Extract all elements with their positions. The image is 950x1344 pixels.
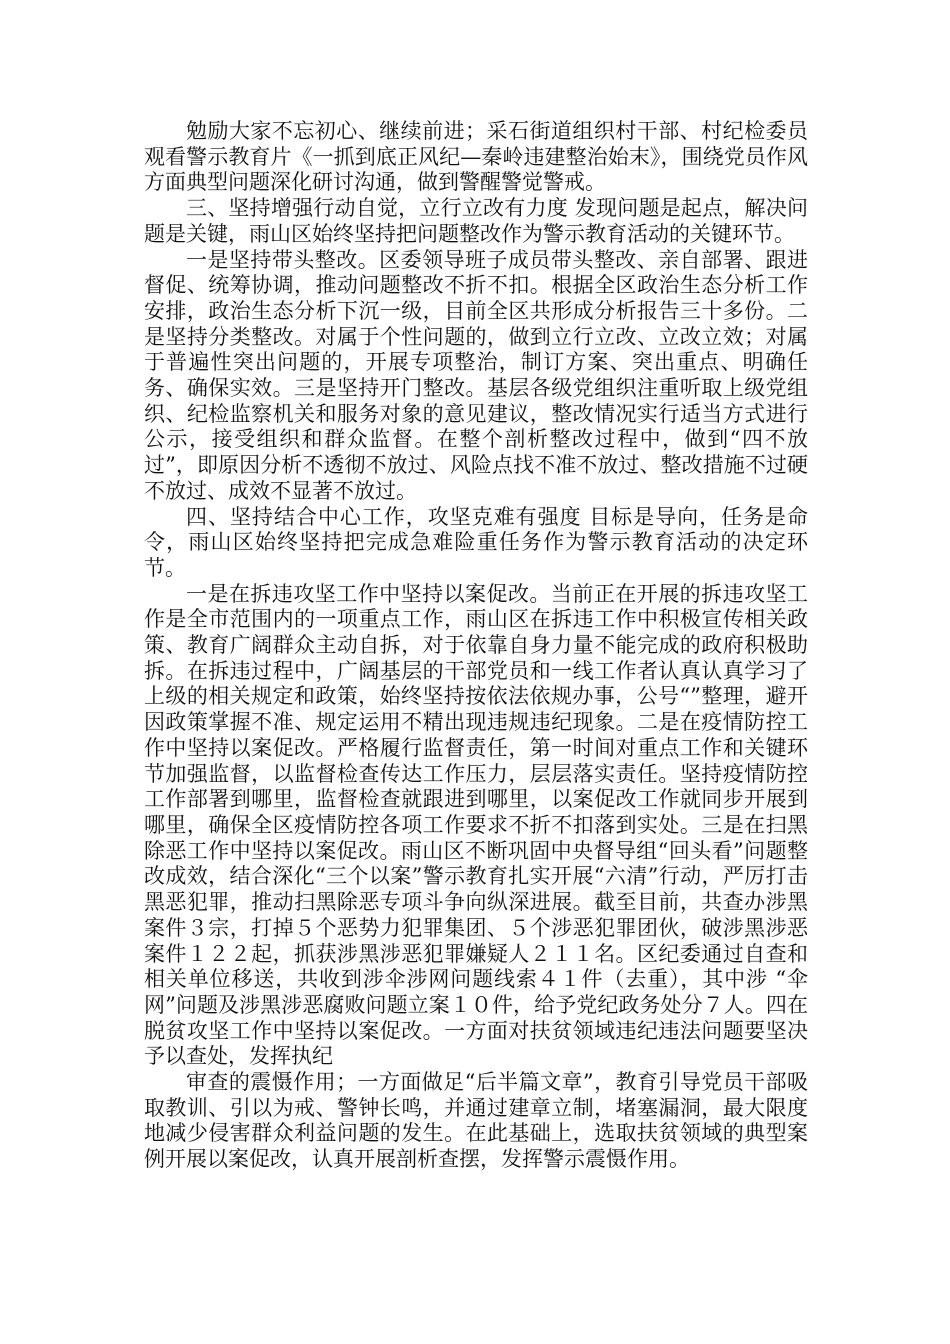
paragraph-6: 审查的震慑作用；一方面做足“后半篇文章”，教育引导党员干部吸取教训、引以为戒、警钟长鸣，并通过建章立制，堵塞漏洞，最大限度地减少侵害群众利益问题的发生。在此基础上，选取扶贫领域的典型案例开展以案促改，认真开展剖析查摆，发挥警示震慑作用。 <box>144 1070 808 1172</box>
paragraph-3: 一是坚持带头整改。区委领导班子成员带头整改、亲自部署、跟进督促、统筹协调，推动问题整改不折不扣。根据全区政治生态分析工作安排，政治生态分析下沉一级，目前全区共形成分析报告三十多份。二是坚持分类整改。对属于个性问题的，做到立行立改、立改立效；对属于普遍性突出问题的，开展专项整治，制订方案、突出重点、明确任务、确保实效。三是坚持开门整改。基层各级党组织注重听取上级党组织、纪检监察机关和服务对象的意见建议，整改情况实行适当方式进行公示，接受组织和群众监督。在整个剖析整改过程中，做到“四不放过”，即原因分析不透彻不放过、风险点找不准不放过、整改措施不过硬不放过、成效不显著不放过。 <box>144 247 808 503</box>
document-body <box>144 119 808 1173</box>
paragraph-5: 一是在拆违攻坚工作中坚持以案促改。当前正在开展的拆违攻坚工作是全市范围内的一项重点工作，雨山区在拆违工作中积极宣传相关政策、教育广阔群众主动自拆，对于依靠自身力量不能完成的政府积极助拆。在拆违过程中，广阔基层的干部党员和一线工作者认真认真学习了上级的相关规定和政策，始终坚持按依法依规办事，公号“”整理，避开因政策掌握不准、规定运用不精出现违规违纪现象。二是在疫情防控工作中坚持以案促改。严格履行监督责任，第一时间对重点工作和关键环节加强监督，以监督检查传达工作压力，层层落实责任。坚持疫情防控工作部署到哪里，监督检查就跟进到哪里，以案促改工作就同步开展到哪里，确保全区疫情防控各项工作要求不折不扣落到实处。三是在扫黑除恶工作中坚持以案促改。雨山区不断巩固中央督导组“回头看”问题整改成效，结合深化“三个以案”警示教育扎实开展“六清”行动，严厉打击黑恶犯罪，推动扫黑除恶专项斗争向纵深进展。截至目前，共查办涉黑案件３宗，打掉５个恶势力犯罪集团、５个涉恶犯罪团伙，破涉黑涉恶案件１２２起，抓获涉黑涉恶犯罪嫌疑人２１１名。区纪委通过自查和相关单位移送，共收到涉伞涉网问题线索４１件（去重），其中涉 “伞网”问题及涉黑涉恶腐败问题立案１０件，给予党纪政务处分７人。四在脱贫攻坚工作中坚持以案促改。一方面对扶贫领域违纪违法问题要坚决予以查处，发挥执纪 <box>144 581 808 1069</box>
paragraph-1: 勉励大家不忘初心、继续前进；采石街道组织村干部、村纪检委员观看警示教育片《一抓到底正风纪—秦岭违建整治始末》，围绕党员作风方面典型问题深化研讨沟通，做到警醒警觉警戒。 <box>144 119 808 195</box>
paragraph-4-section-heading: 四、坚持结合中心工作，攻坚克难有强度 目标是导向，任务是命令，雨山区始终坚持把完成急难险重任务作为警示教育活动的决定环节。 <box>144 504 808 580</box>
paragraph-2-section-heading: 三、坚持增强行动自觉，立行立改有力度 发现问题是起点，解决问题是关键，雨山区始终坚持把问题整改作为警示教育活动的关键环节。 <box>144 196 808 246</box>
